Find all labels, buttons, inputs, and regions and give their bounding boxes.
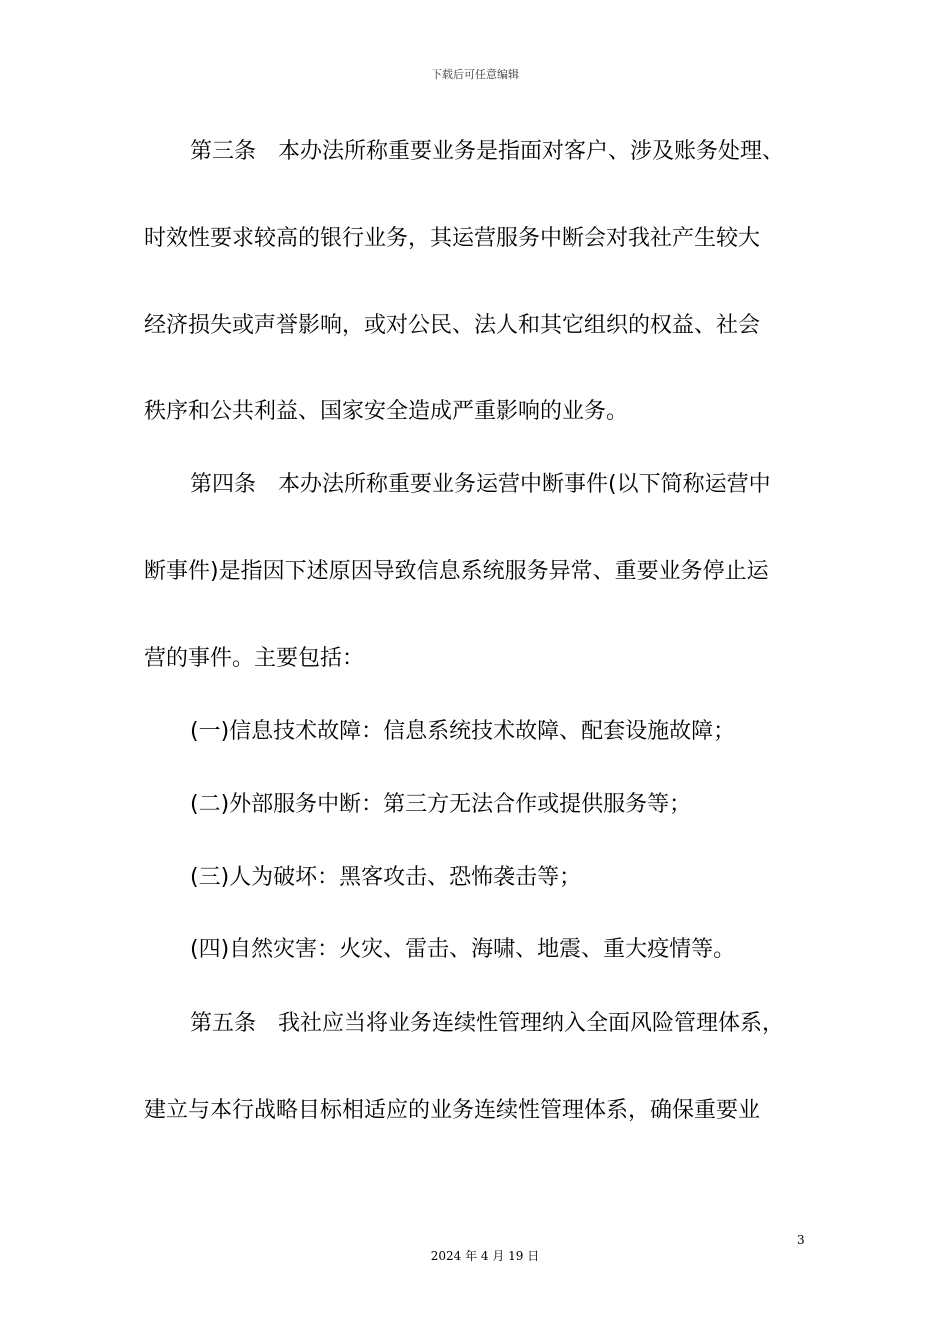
paragraph-line: 时效性要求较高的银行业务，其运营服务中断会对我社产生较大 — [144, 226, 761, 251]
paragraph-line: 断事件)是指因下述原因导致信息系统服务异常、重要业务停止运 — [144, 559, 769, 584]
paragraph-line: 第五条 我社应当将业务连续性管理纳入全面风险管理体系， — [190, 1011, 785, 1036]
list-item: (二)外部服务中断：第三方无法合作或提供服务等； — [190, 792, 692, 817]
list-item: (四)自然灾害：火灾、雷击、海啸、地震、重大疫情等。 — [190, 937, 736, 962]
paragraph-line: 建立与本行战略目标相适应的业务连续性管理体系，确保重要业 — [144, 1098, 761, 1123]
paragraph-line: 第四条 本办法所称重要业务运营中断事件(以下简称运营中 — [190, 472, 771, 497]
paragraph-line: 经济损失或声誉影响，或对公民、法人和其它组织的权益、社会 — [144, 313, 761, 338]
header-note: 下载后可任意编辑 — [431, 68, 519, 81]
list-item: (三)人为破坏：黑客攻击、恐怖袭击等； — [190, 865, 582, 890]
list-item: (一)信息技术故障：信息系统技术故障、配套设施故障； — [190, 719, 736, 744]
paragraph-line: 营的事件。主要包括： — [144, 646, 365, 671]
paragraph-line: 第三条 本办法所称重要业务是指面对客户、涉及账务处理、 — [190, 139, 785, 164]
paragraph-line: 秩序和公共利益、国家安全造成严重影响的业务。 — [144, 399, 629, 424]
footer-date: 2024 年 4 月 19 日 — [430, 1249, 540, 1263]
page-number: 3 — [797, 1233, 805, 1247]
